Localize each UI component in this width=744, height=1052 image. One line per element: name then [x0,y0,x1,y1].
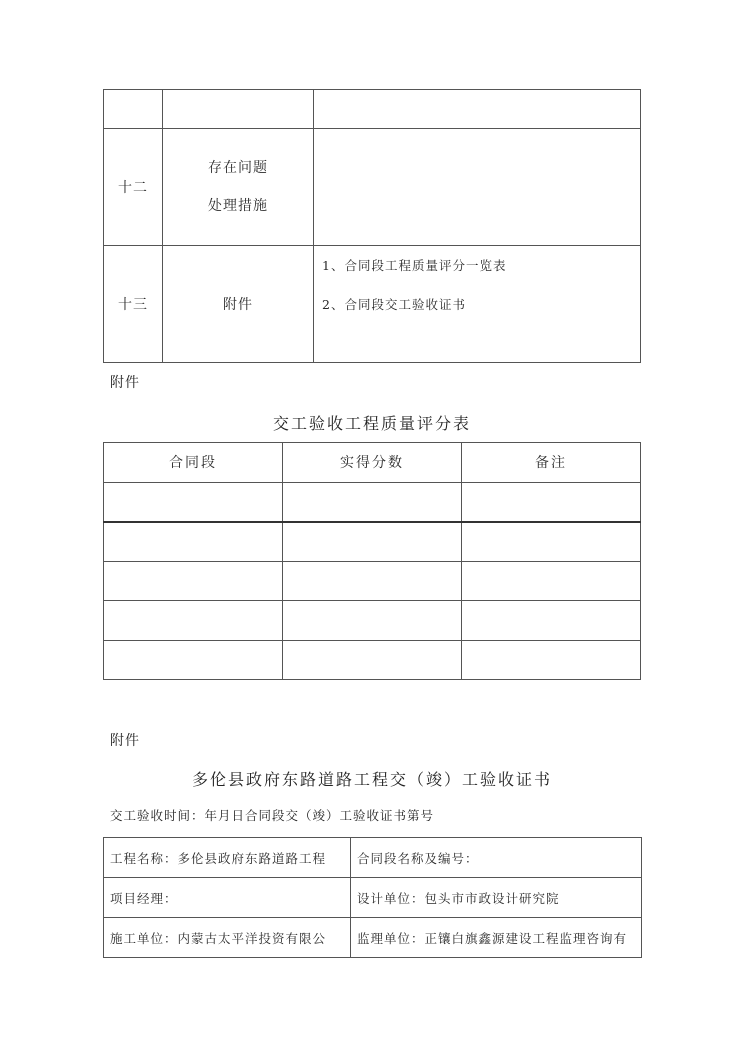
score-cell [283,640,462,680]
row-item-cell: 附件 [163,246,314,363]
header-contract-section: 合同段 [104,443,283,483]
item-line: 存在问题 [208,160,268,176]
header-remarks: 备注 [462,443,641,483]
item-line: 处理措施 [208,198,268,214]
table-row [104,522,641,562]
table-row [104,246,641,363]
certificate-subtitle: 交工验收时间：年月日合同段交（竣）工验收证书第号 [110,808,435,823]
table-row [104,482,641,522]
contract-section-name-cell: 合同段名称及编号： [351,838,642,878]
contract-section-cell [104,522,283,562]
certificate-title: 多伦县政府东路道路工程交（竣）工验收证书 [191,770,552,789]
attachment-list-item: 2、合同段交工验收证书 [322,297,466,312]
contract-section-cell [104,601,283,641]
contract-section-cell [104,482,283,522]
certificate-info-table [103,837,642,958]
table-header-row [104,443,641,483]
remarks-cell [462,640,641,680]
remarks-cell [462,561,641,601]
row-content-cell [314,129,641,246]
remarks-cell [462,601,641,641]
row-number-cell: 十二 [104,129,163,246]
score-table-title: 交工验收工程质量评分表 [272,414,471,433]
project-manager-cell: 项目经理： [104,878,351,918]
table-row [104,918,642,958]
attachment-list-item: 1、合同段工程质量评分一览表 [322,258,507,273]
score-cell [283,561,462,601]
remarks-cell [462,482,641,522]
row-content-cell [314,90,641,129]
table-row [104,129,641,246]
row-number-cell [104,90,163,129]
table-row [104,640,641,680]
attachment-label: 附件 [110,375,140,391]
table-row [104,561,641,601]
table-row [104,601,641,641]
score-cell [283,482,462,522]
attachment-label: 附件 [110,733,140,749]
row-item-cell [163,90,314,129]
quality-score-table [103,442,641,680]
table-row [104,838,642,878]
supervision-unit-cell: 监理单位：正镶白旗鑫源建设工程监理咨询有 [351,918,642,958]
project-name-cell: 工程名称：多伦县政府东路道路工程 [104,838,351,878]
row-item-cell [163,129,314,246]
row-number-cell: 十三 [104,246,163,363]
remarks-cell [462,522,641,562]
report-items-table [103,89,641,363]
score-cell [283,522,462,562]
row-content-cell [314,246,641,363]
table-row [104,90,641,129]
contract-section-cell [104,640,283,680]
header-score: 实得分数 [283,443,462,483]
construction-unit-cell: 施工单位：内蒙古太平洋投资有限公 [104,918,351,958]
score-cell [283,601,462,641]
table-row [104,878,642,918]
contract-section-cell [104,561,283,601]
design-unit-cell: 设计单位：包头市市政设计研究院 [351,878,642,918]
